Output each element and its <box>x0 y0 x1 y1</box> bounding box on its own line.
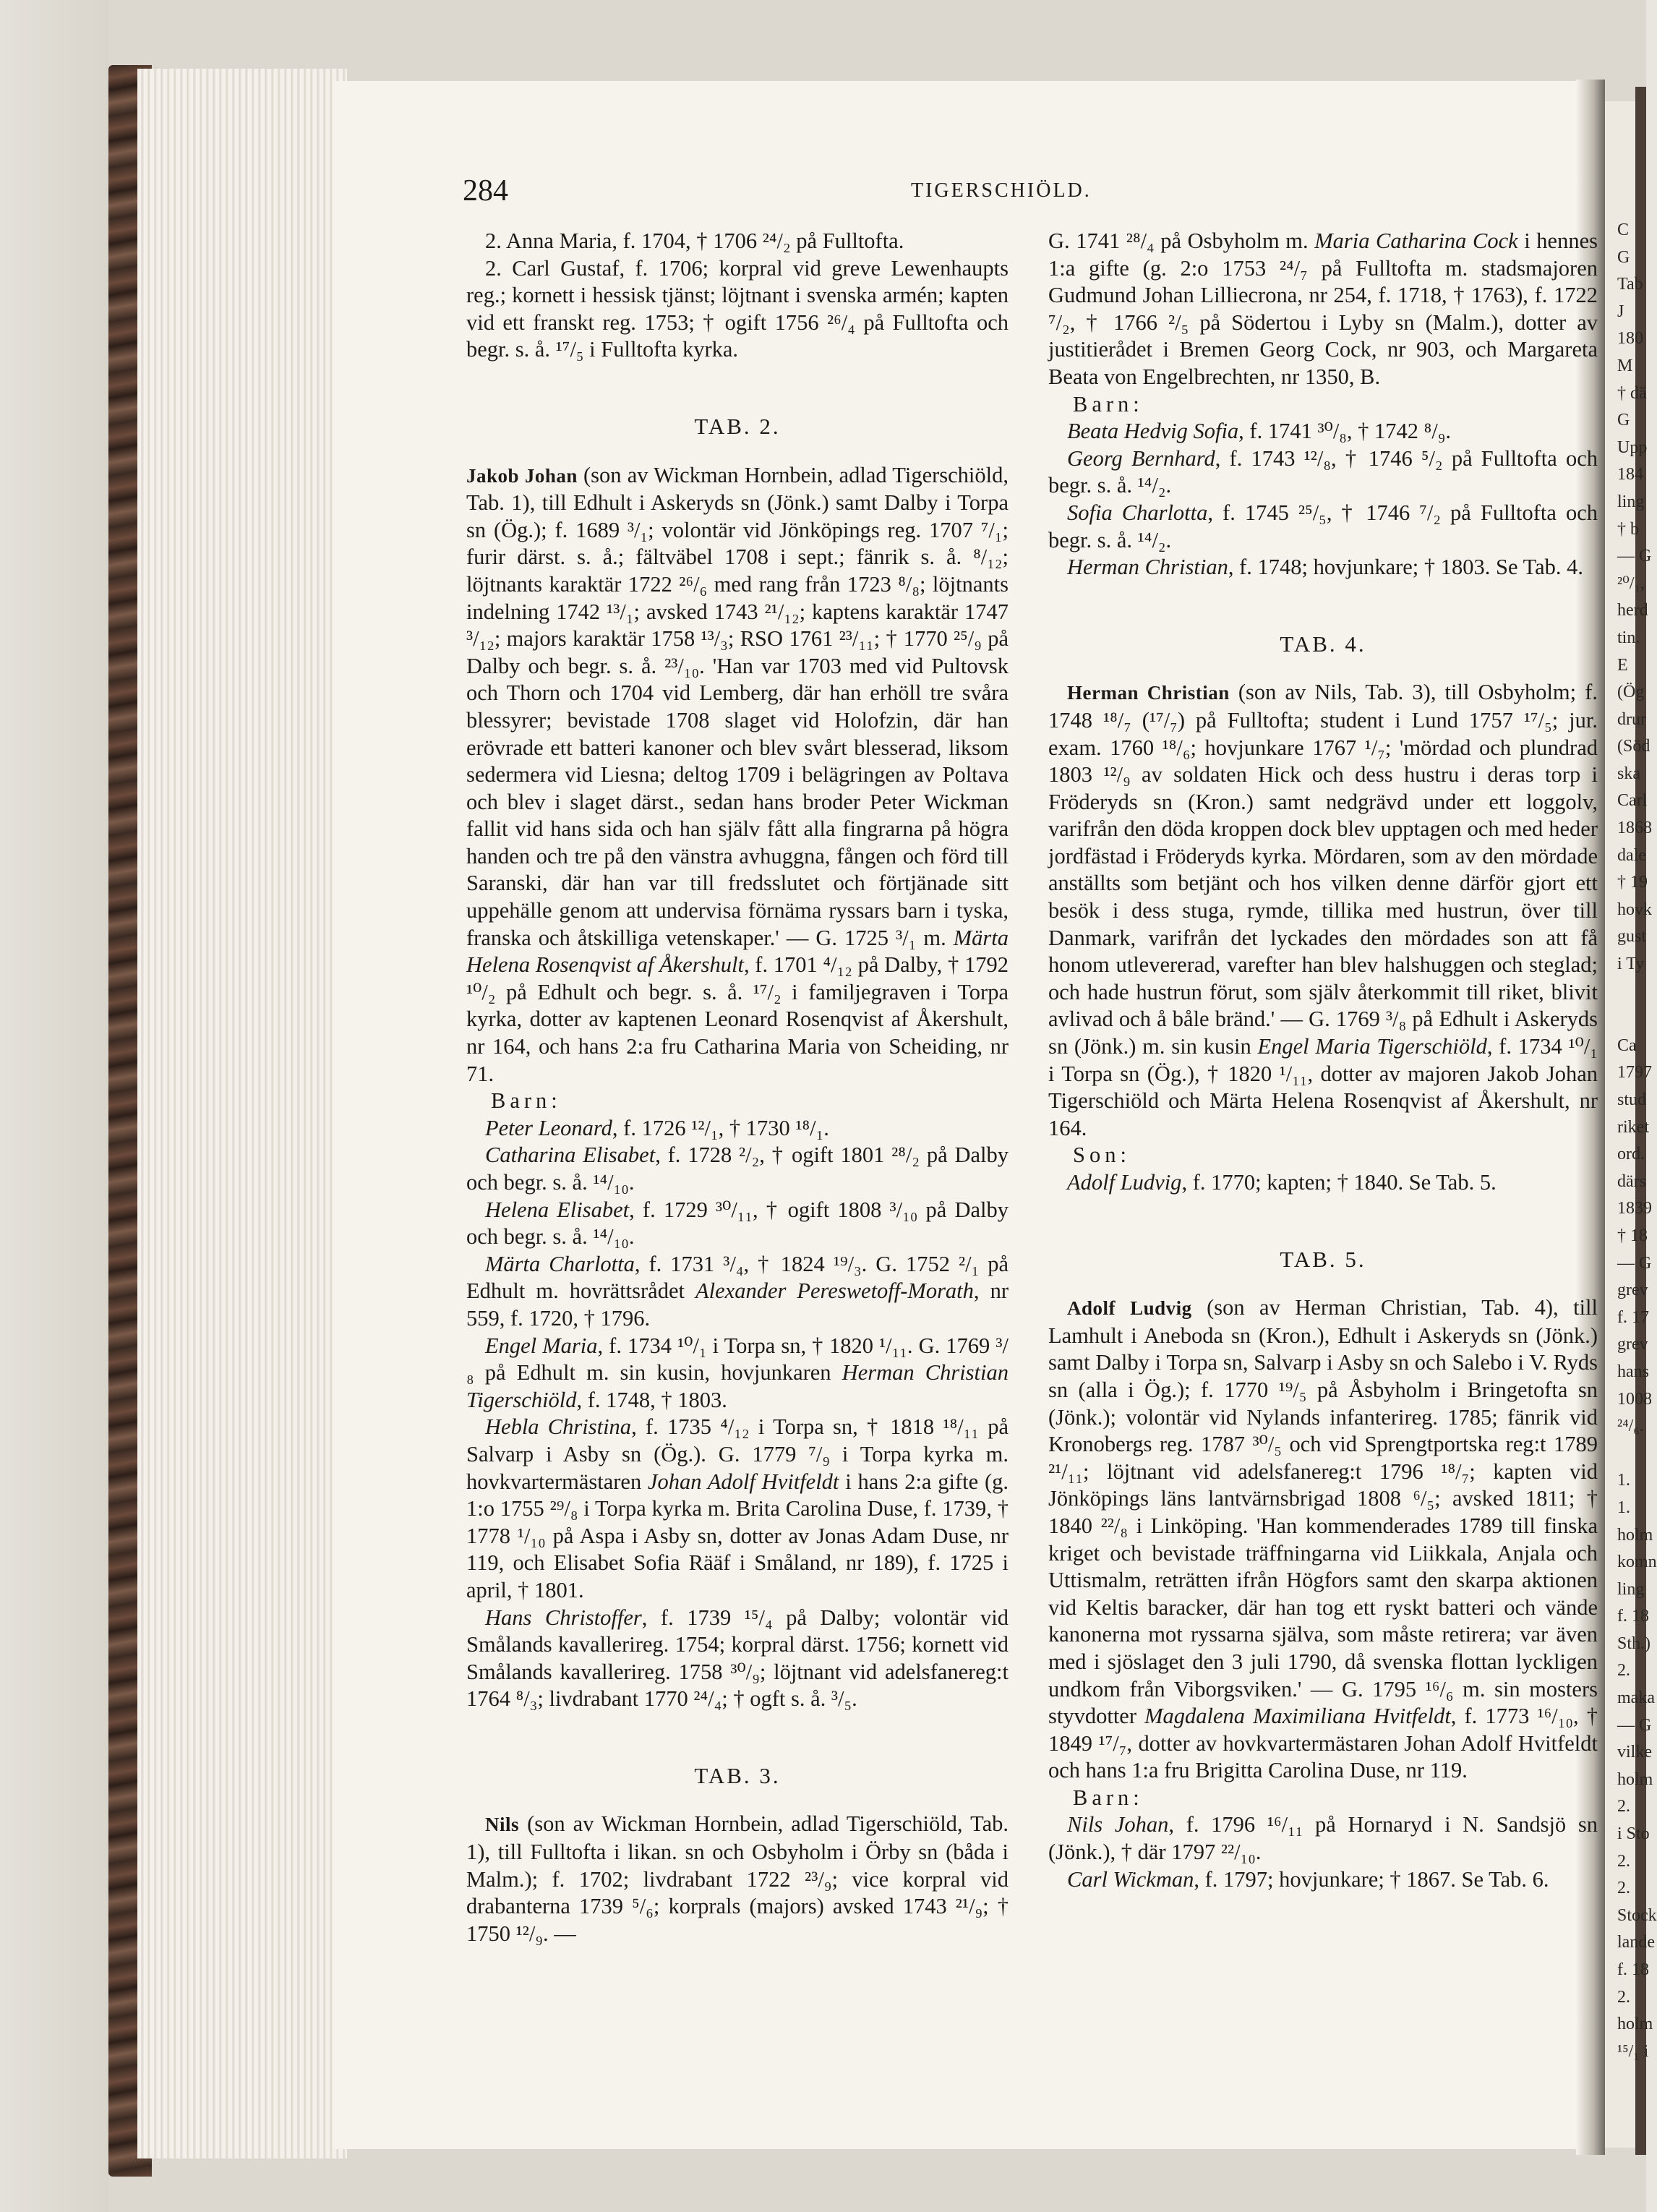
edge-fragment: 1868 <box>1617 819 1652 838</box>
child-entry: Nils Johan, f. 1796 ¹⁶/₁₁ på Hornaryd i N. Sandsjö sn (Jönk.), † där 1797 ²²/₁₀. <box>1048 1812 1598 1865</box>
edge-fragment: Tab <box>1617 275 1643 294</box>
edge-fragment: gust <box>1617 927 1647 947</box>
edge-fragment <box>1617 1005 1646 1033</box>
edge-fragment: maka <box>1617 1688 1655 1708</box>
edge-fragment: i Sto <box>1617 1824 1650 1844</box>
edge-fragment: E <box>1617 655 1628 675</box>
running-title: TIGERSCHIÖLD. <box>911 179 1092 202</box>
edge-fragment: 184 <box>1617 465 1643 484</box>
edge-fragment: 180 <box>1617 329 1643 349</box>
edge-fragment: holm <box>1617 2015 1653 2034</box>
child-entry: Märta Charlotta, f. 1731 ³/₄, † 1824 ¹⁹/₃. G. 1752 ²/₁ på Edhult m. hovrättsrådet Alexander Pereswetoff-Morath, nr 559, f. 1720, † 1796. <box>466 1251 1009 1331</box>
edge-fragment: f. 17 <box>1617 1307 1649 1327</box>
tab-3-name: Nils <box>485 1814 520 1836</box>
edge-fragment: 1. <box>1617 1498 1630 1517</box>
page-stack <box>137 69 347 2158</box>
edge-fragment: herd <box>1617 601 1648 620</box>
edge-fragment: 2. <box>1617 1661 1630 1681</box>
edge-fragment: 1. <box>1617 1471 1630 1490</box>
edge-fragment: stud <box>1617 1090 1647 1109</box>
edge-fragment: vilke <box>1617 1743 1652 1762</box>
child-entry: Herman Christian, f. 1748; hovjunkare; † 1803. Se Tab. 4. <box>1067 555 1584 580</box>
tab-5-name: Adolf Ludvig <box>1067 1297 1192 1320</box>
right-column <box>1048 228 1598 1893</box>
edge-fragment: Carl <box>1617 791 1648 811</box>
edge-fragment <box>1617 1440 1646 1468</box>
child-entry: Georg Bernhard, f. 1743 ¹²/₈, † 1746 ⁵/₂ på Fulltofta och begr. s. å. ¹⁴/₂. <box>1048 445 1598 498</box>
edge-fragment: ²⁰/₁, <box>1617 573 1645 593</box>
entry-carl-gustaf: 2. Carl Gustaf, f. 1706; korpral vid greve Lewenhaupts reg.; kornett i hessisk tjänst; löjtnant i svenska armén; kapten vid ett franskt reg. 1753; † ogift 1756 ²⁶/₄ på Fulltofta och begr. s. å. ¹⁷/₅ i Fulltofta kyrka. <box>466 255 1009 362</box>
running-head <box>463 174 1504 217</box>
left-column <box>466 228 1009 1947</box>
facing-page-text-fragments <box>1617 217 1657 2065</box>
edge-fragment: holm <box>1617 1769 1653 1789</box>
edge-fragment: drur <box>1617 709 1646 729</box>
edge-fragment: dale <box>1617 845 1646 865</box>
child-entry: Beata Hedvig Sofia, f. 1741 ³⁰/₈, † 1742 ⁸/₉. <box>1067 419 1452 444</box>
child-entry: Carl Wickman, f. 1797; hovjunkare; † 1867. Se Tab. 6. <box>1067 1866 1549 1892</box>
edge-fragment: (Ög <box>1617 683 1645 702</box>
edge-fragment: C <box>1617 221 1630 239</box>
edge-fragment: f. 18 <box>1617 1607 1649 1626</box>
tab-4-heading: TAB. 4. <box>1280 631 1366 657</box>
edge-fragment: därs <box>1617 1171 1646 1191</box>
edge-fragment: hovk <box>1617 900 1652 919</box>
tab-3-heading: TAB. 3. <box>694 1762 781 1788</box>
edge-fragment: G <box>1617 247 1630 267</box>
edge-fragment: i Ty <box>1617 955 1645 974</box>
edge-fragment: grev <box>1617 1281 1648 1300</box>
edge-fragment: 1008 <box>1617 1389 1652 1409</box>
edge-fragment: ling <box>1617 1579 1645 1599</box>
edge-fragment: tin. <box>1617 628 1640 647</box>
edge-fragment: 2. <box>1617 1797 1630 1816</box>
children-label: Barn: <box>1073 1785 1144 1810</box>
edge-fragment: 1797 <box>1617 1063 1652 1082</box>
edge-fragment: — G <box>1617 547 1652 566</box>
child-entry: Peter Leonard, f. 1726 ¹²/₁, † 1730 ¹⁸/₁. <box>485 1115 829 1140</box>
edge-fragment: grev <box>1617 1335 1648 1354</box>
children-label: Barn: <box>491 1088 562 1114</box>
table-surface <box>0 0 108 2212</box>
edge-fragment: 2. <box>1617 1987 1630 2007</box>
children-label: Barn: <box>1073 391 1144 417</box>
tab-2-text: Jakob Johan (son av Wickman Hornbein, adlad Tigerschiöld, Tab. 1), till Edhult i Askeryds sn (Jönk.) samt Dalby i Torpa sn (Ög.); f. 1689 ³/₁; volontär vid Jönköpings reg. 1707 ⁷/₁; furir därst. s. å.; fältväbel 1708 i sept.; fänrik s. å. ⁸/₁₂; löjtnants karaktär 1722 ²⁶/₆ med rang från 1723 ⁸/₈; löjtnants indelning 1742 ¹³/₁; avsked 1743 ²¹/₁₂; kaptens karaktär 1747 ³/₁₂; majors karaktär 1758 ¹³/₃; RSO 1761 ²³/₁₁; † 1770 ²⁵/₉ på Dalby och begr. s. å. ²³/₁₀. 'Han var 1703 med vid Pultovsk och Thorn och 1704 vid Lemberg, där han erhöll tre svåra blessyrer; bevistade 1708 slaget vid Holofzin, där han erövrade ett batteri kanoner och blev svårt blesserad, liksom sedermera vid Liesna; deltog 1709 i belägringen av Poltava och blev i slaget därst., sedan hans broder Peter Wickman fallit vid hans sida och han själv fått alla fingrarna på högra handen och tre på den vänstra avhuggna, fången och förd till Saranski, där han var till fredsslutet och förtjänade sitt uppehälle genom att undervisa förnäma ryssars barn i tyska, franska och åtskilliga vetenskaper.' — G. 1725 ³/₁ m. Märta Helena Rosenqvist af Åkershult, f. 1701 ⁴/₁₂ på Dalby, † 1792 ¹⁰/₂ på Edhult och begr. s. å. ¹⁷/₂ i familjegraven i Torpa kyrka, dotter av kaptenen Leonard Rosenqvist af Åkershult, nr 164, och hans 2:a fru Catharina Maria von Scheiding, nr 71. <box>466 462 1009 1086</box>
tab-2-wife: Märta Helena Rosenqvist af Åkershult <box>466 925 1009 978</box>
edge-fragment: ska <box>1617 764 1640 783</box>
edge-fragment: 1839 <box>1617 1199 1652 1218</box>
tab-4-name: Herman Christian <box>1067 682 1230 704</box>
edge-fragment: ²⁴/₆. <box>1617 1417 1644 1436</box>
tab-3-continued: G. 1741 ²⁸/₄ på Osbyholm m. Maria Catharina Cock i hennes 1:a gifte (g. 2:o 1753 ²⁴/₇ på Fulltofta m. stadsmajoren Gudmund Johan Lilliecrona, nr 254, f. 1718, † 1763), f. 1722 ⁷/₂, † 1766 ²/₅ på Södertou i Lyby sn (Malm.), dotter av justitierådet i Bremen Georg Cock, nr 903, och Margareta Beata von Engelbrechten, nr 1350, B. <box>1048 229 1598 389</box>
tab-4-text: Herman Christian (son av Nils, Tab. 3), till Osbyholm; f. 1748 ¹⁸/₇ (¹⁷/₇) på Fulltofta; student i Lund 1757 ¹⁷/₅; jur. exam. 1760 ¹⁸/₆; hovjunkare 1767 ¹/₇; 'mördad och plundrad 1803 ¹²/₉ av soldaten Hick och dess hustru i deras torp i Fröderyds sn (Kron.) samt nedgrävd under ett loggolv, varifrån den döda kroppen dock blev upptagen och med heder jordfästad i Fröderyds kyrka. Mördaren, som av den mördade anställts som betjänt och hos vilken denne därför gjort ett besök i dess stuga, rymde, tillika med hustrun, över till Danmark, varifrån det lyckades den mördades son att få honom utlevererad, varefter han blev halshuggen och steglad; och hade hustrun förut, som själv återkommit till riket, blivit avlivad och å båle bränd.' — G. 1769 ³/₈ på Edhult i Askeryds sn (Jönk.) m. sin kusin Engel Maria Tigerschiöld, f. 1734 ¹⁰/₁ i Torpa sn (Ög.), † 1820 ¹/₁₁, dotter av majoren Jakob Johan Tigerschiöld och Märta Helena Rosenqvist af Åkershult, nr 164. <box>1048 680 1598 1140</box>
tab-2-heading: TAB. 2. <box>694 413 781 439</box>
edge-fragment: (Söd <box>1617 737 1650 756</box>
edge-fragment: ¹⁵/₁ i <box>1617 2041 1649 2061</box>
child-entry: Hebla Christina, f. 1735 ⁴/₁₂ i Torpa sn, † 1818 ¹⁸/₁₁ på Salvarp i Asby sn (Ög.). G. 1779 ⁷/₉ i Torpa kyrka m. hovkvartermästaren Johan Adolf Hvitfeldt i hans 2:a gifte (g. 1:o 1755 ²⁹/₈ i Torpa kyrka m. Brita Carolina Duse, f. 1739, † 1778 ¹/₁₀ på Aspa i Asby sn, dotter av Jonas Adam Duse, nr 119, och Elisabet Sofia Rääf i Småland, nr 189), f. 1725 i april, † 1801. <box>466 1414 1009 1602</box>
edge-fragment: 2. <box>1617 1851 1630 1871</box>
edge-fragment: 2. <box>1617 1879 1630 1898</box>
edge-fragment: † 18 <box>1617 1226 1648 1245</box>
edge-fragment: † 19 <box>1617 873 1648 892</box>
entry-anna-maria: 2. Anna Maria, f. 1704, † 1706 ²⁴/₂ på Fulltofta. <box>485 229 904 253</box>
son-label: Son: <box>1073 1143 1131 1168</box>
edge-fragment: Ca <box>1617 1035 1637 1055</box>
edge-fragment: f. 18 <box>1617 1960 1649 1979</box>
child-entry: Adolf Ludvig, f. 1770; kapten; † 1840. Se Tab. 5. <box>1067 1170 1497 1195</box>
edge-fragment: komn <box>1617 1553 1657 1572</box>
child-entry: Sofia Charlotta, f. 1745 ²⁵/₅, † 1746 ⁷/₂ på Fulltofta och begr. s. å. ¹⁴/₂. <box>1048 500 1598 552</box>
edge-fragment: hans <box>1617 1362 1649 1381</box>
page-number: 284 <box>463 174 508 208</box>
child-entry: Hans Christoffer, f. 1739 ¹⁵/₄ på Dalby; volontär vid Smålands kavallerireg. 1754; korpral därst. 1756; kornett vid Smålands kavallerireg. 1758 ³⁰/₉; löjtnant vid adelsfanereg:t 1764 ⁸/₃; livdrabant 1770 ²⁴/₄; † ogft s. å. ³/₅. <box>466 1605 1009 1712</box>
edge-fragment: riket <box>1617 1117 1649 1137</box>
edge-fragment: ling <box>1617 492 1645 511</box>
edge-fragment: Stock <box>1617 1905 1657 1925</box>
edge-fragment <box>1617 978 1646 1006</box>
tab-5-text: Adolf Ludvig (son av Herman Christian, Tab. 4), till Lamhult i Aneboda sn (Kron.), Edhult i Askeryds sn (Jönk.) samt Dalby i Torpa sn, Salvarp i Asby sn och Salebo i V. Ryds sn (alla i Ög.); f. 1770 ¹⁹/₅ på Åsbyholm i Bringetofta sn (Jönk.); volontär vid Nylands infanterireg. 1785; fänrik vid Kronobergs reg. 1787 ³⁰/₅ och vid Sprengtportska reg:t 1789 ²¹/₁₁; löjtnant vid adelsfanereg:t 1796 ¹⁸/₇; kapten vid Jönköpings läns lantvärnsbrigad 1808 ⁶/₅; avsked 1811; † 1840 ²²/₈ i Linköping. 'Han kommenderades 1789 till finska kriget och bevistade träffningarna vid Liikkala, Anjala och Uttismalm, reträtten ifrån Högfors samt den skarpa aktionen vid Keltis baracker, där han tog ett ryskt batteri och vände kanonerna mot ryssarna själva, som måste retirera; var även med i sjöslaget den 3 juli 1790, då svenska flottan lyckligen undkom från Viborgsviken.' — G. 1795 ¹⁶/₆ m. sin mosters styvdotter Magdalena Maximiliana Hvitfeldt, f. 1773 ¹⁶/₁₀, † 1849 ¹⁷/₇, dotter av hovkvartermästaren Johan Adolf Hvitfeldt och hans 1:a fru Brigitta Carolina Duse, nr 119. <box>1048 1295 1598 1783</box>
edge-fragment: G <box>1617 411 1630 430</box>
child-entry: Helena Elisabet, f. 1729 ³⁰/₁₁, † ogift 1808 ³/₁₀ på Dalby och begr. s. å. ¹⁴/₁₀. <box>466 1197 1009 1250</box>
edge-fragment: Sth.) <box>1617 1634 1651 1653</box>
edge-fragment: M <box>1617 356 1633 375</box>
tab-5-heading: TAB. 5. <box>1280 1246 1366 1272</box>
edge-fragment: † dä <box>1617 383 1647 403</box>
tab-3-text: Nils (son av Wickman Hornbein, adlad Tigerschiöld, Tab. 1), till Fulltofta i likan. sn och Osbyholm i Örby sn (båda i Malm.); f. 1702; livdrabant 1722 ²³/₉; vice korpral vid drabanterna 1739 ⁵/₆; korprals (majors) avsked 1743 ²¹/₉; † 1750 ¹²/₉. — <box>466 1811 1009 1946</box>
child-entry: Engel Maria, f. 1734 ¹⁰/₁ i Torpa sn, † 1820 ¹/₁₁. G. 1769 ³/₈ på Edhult m. sin kusin, hovjunkaren Herman Christian Tigerschiöld, f. 1748, † 1803. <box>466 1333 1009 1412</box>
edge-fragment: holm <box>1617 1525 1653 1545</box>
edge-fragment: Upp <box>1617 437 1648 457</box>
edge-fragment: lande <box>1617 1933 1655 1952</box>
edge-fragment: — G <box>1617 1715 1652 1735</box>
edge-fragment: — G <box>1617 1253 1652 1273</box>
edge-fragment: † b <box>1617 519 1639 539</box>
edge-fragment: ord. <box>1617 1145 1645 1164</box>
edge-fragment: J <box>1617 302 1624 321</box>
child-entry: Catharina Elisabet, f. 1728 ²/₂, † ogift 1801 ²⁸/₂ på Dalby och begr. s. å. ¹⁴/₁₀. <box>466 1143 1009 1195</box>
tab-2-name: Jakob Johan <box>466 464 578 487</box>
